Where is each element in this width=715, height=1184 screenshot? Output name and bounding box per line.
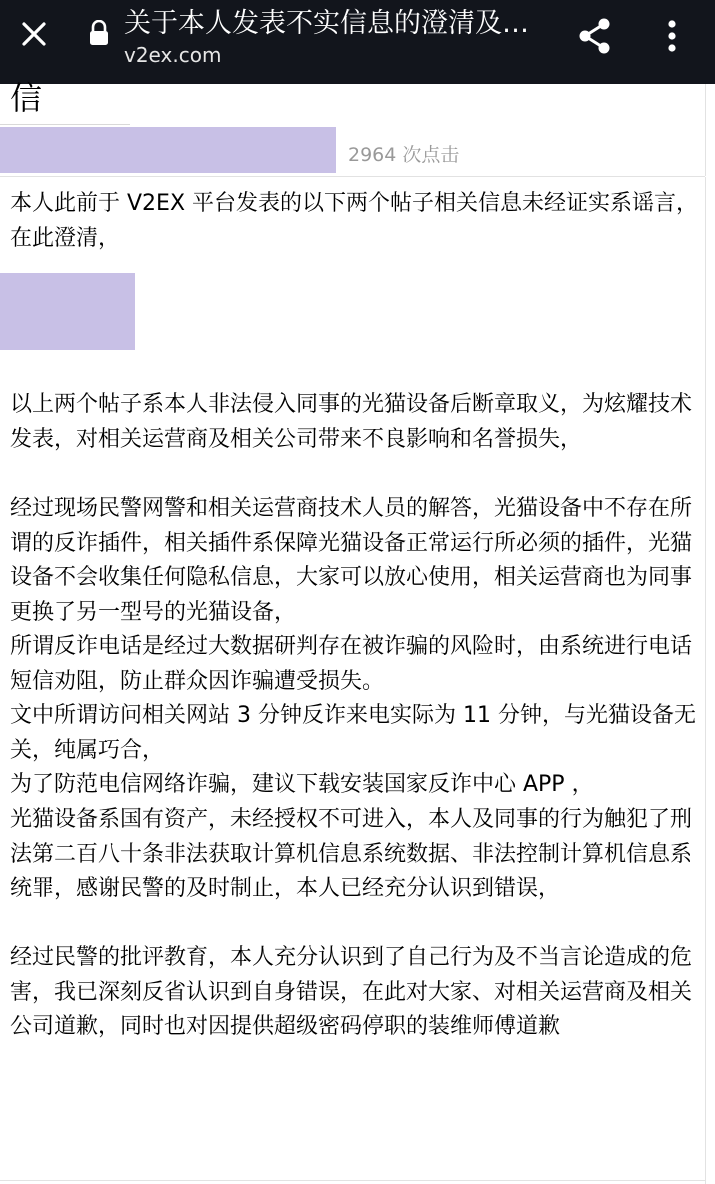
more-options-button[interactable] [652,14,692,58]
post-body [0,177,706,1184]
divider [0,1180,705,1181]
address-bar[interactable] [124,6,544,68]
paragraph: 文中所谓访问相关网站 3 分钟反诈来电实际为 11 分钟，与光猫设备无关，纯属巧合， [10,703,696,763]
paragraph: 光猫设备系国有资产，未经授权不可进入，本人及同事的行为触犯了刑法第二百八十条非法获取计算机信息系统数据、非法控制计算机信息系统罪，感谢民警的及时制止，本人已经充分认识到错误， [10,807,693,901]
click-count: 2964 次点击 [348,144,460,166]
redacted-author-block [0,127,336,173]
paragraph: 经过民警的批评教育，本人充分认识到了自己行为及不当言论造成的危害，我已深刻反省认识到自身错误，在此对大家、对相关运营商及相关公司道歉，同时也对因提供超级密码停职的装维师傅道歉 [10,945,693,1039]
paragraph: 所谓反诈电话是经过大数据研判存在被诈骗的风险时，由系统进行电话短信劝阻，防止群众因诈骗遭受损失。 [10,634,693,694]
share-icon [577,17,613,55]
paragraph: 经过现场民警网警和相关运营商技术人员的解答，光猫设备中不存在所谓的反诈插件，相关插件系保障光猫设备正常运行所必须的插件，光猫设备不会收集任何隐私信息，大家可以放心使用，相关运营商也为同事更换了另一型号的光猫设备， [10,496,693,625]
page-title: 关于本人发表不实信息的澄清及… [124,8,529,39]
close-icon [20,20,48,48]
page-content [0,79,715,1184]
paragraph: 本人此前于 V2EX 平台发表的以下两个帖子相关信息未经证实系谣言，在此澄清， [10,191,699,251]
share-button[interactable] [573,14,617,58]
post-title-tail: 信 [10,79,43,117]
paragraph: 为了防范电信网络诈骗，建议下载安装国家反诈中心 APP ， [10,772,594,797]
paragraph: 以上两个帖子系本人非法侵入同事的光猫设备后断章取义，为炫耀技术发表，对相关运营商及相关公司带来不良影响和名誉损失， [10,392,693,452]
page-url: v2ex.com [124,43,222,67]
browser-toolbar [0,0,715,84]
more-vert-icon [667,19,677,53]
post-header [0,79,706,176]
divider [0,124,130,125]
redacted-links-block [0,273,135,350]
lock-icon[interactable] [88,20,110,46]
close-button[interactable] [14,14,54,54]
